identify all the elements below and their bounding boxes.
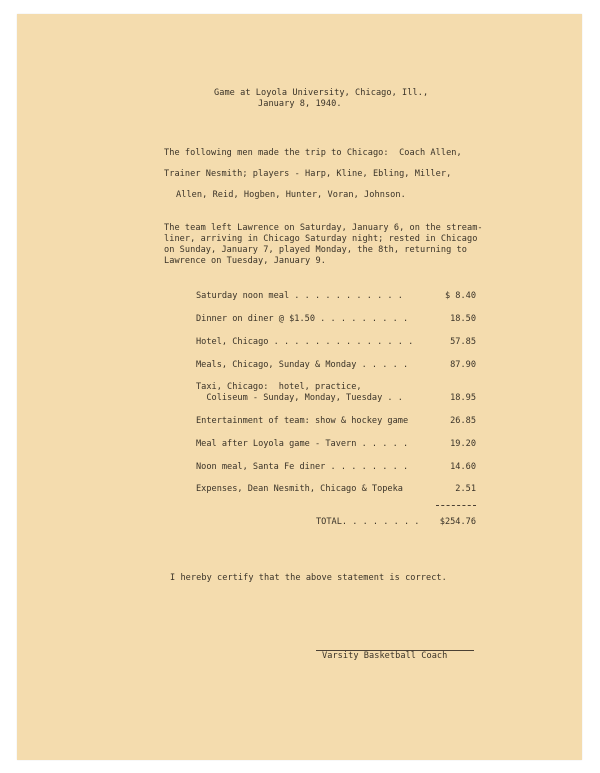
expense-label-continued: Coliseum - Sunday, Monday, Tuesday . . bbox=[196, 393, 403, 403]
expense-amount: $ 8.40 bbox=[444, 291, 476, 301]
schedule-line-4: Lawrence on Tuesday, January 9. bbox=[164, 256, 326, 266]
expense-row bbox=[196, 337, 476, 349]
schedule-line-1: The team left Lawrence on Saturday, January 6, on the stream- bbox=[164, 223, 483, 233]
expense-row bbox=[196, 314, 476, 326]
expense-label: Meals, Chicago, Sunday & Monday . . . . . bbox=[196, 360, 409, 370]
expense-amount: 26.85 bbox=[450, 416, 476, 426]
expense-row bbox=[196, 291, 476, 303]
expense-amount: 87.90 bbox=[450, 360, 476, 370]
expense-row bbox=[196, 439, 476, 451]
expense-label: Hotel, Chicago . . . . . . . . . . . . . . bbox=[196, 337, 414, 347]
expense-label: Dinner on diner @ $1.50 . . . . . . . . . bbox=[196, 314, 409, 324]
heading-line-1: Game at Loyola University, Chicago, Ill., bbox=[214, 88, 429, 98]
schedule-line-3: on Sunday, January 7, played Monday, the 8th, returning to bbox=[164, 245, 467, 255]
expense-amount: 14.60 bbox=[450, 462, 476, 472]
certification-statement: I hereby certify that the above statement is correct. bbox=[170, 573, 447, 583]
expense-amount: 18.95 bbox=[450, 393, 476, 403]
expense-label: Meal after Loyola game - Tavern . . . . . bbox=[196, 439, 409, 449]
expense-amount: 2.51 bbox=[455, 484, 476, 494]
heading-line-2: January 8, 1940. bbox=[258, 99, 342, 109]
expense-row bbox=[196, 382, 476, 406]
trip-line-2: Trainer Nesmith; players - Harp, Kline, Ebling, Miller, bbox=[164, 169, 452, 179]
expense-label: Taxi, Chicago: hotel, practice, bbox=[196, 382, 362, 392]
trip-line-1: The following men made the trip to Chicago: Coach Allen, bbox=[164, 148, 462, 158]
expense-label: Expenses, Dean Nesmith, Chicago & Topeka bbox=[196, 484, 403, 494]
total-row bbox=[196, 517, 476, 529]
expense-label: Noon meal, Santa Fe diner . . . . . . . . bbox=[196, 462, 409, 472]
expense-row bbox=[196, 484, 476, 496]
sum-rule bbox=[436, 505, 476, 506]
expense-row bbox=[196, 416, 476, 428]
trip-line-3: Allen, Reid, Hogben, Hunter, Voran, Johnson. bbox=[176, 190, 406, 200]
expense-label: Saturday noon meal . . . . . . . . . . . bbox=[196, 291, 403, 301]
expense-amount: 19.20 bbox=[450, 439, 476, 449]
expense-amount: 57.85 bbox=[450, 337, 476, 347]
expense-amount: 18.50 bbox=[450, 314, 476, 324]
expense-label: Entertainment of team: show & hockey game bbox=[196, 416, 409, 426]
expense-row bbox=[196, 360, 476, 372]
total-label: TOTAL. . . . . . . . bbox=[316, 517, 420, 527]
total-amount: $254.76 bbox=[439, 517, 476, 527]
schedule-line-2: liner, arriving in Chicago Saturday night; rested in Chicago bbox=[164, 234, 478, 244]
signature-title: Varsity Basketball Coach bbox=[322, 651, 448, 661]
expense-row bbox=[196, 462, 476, 474]
